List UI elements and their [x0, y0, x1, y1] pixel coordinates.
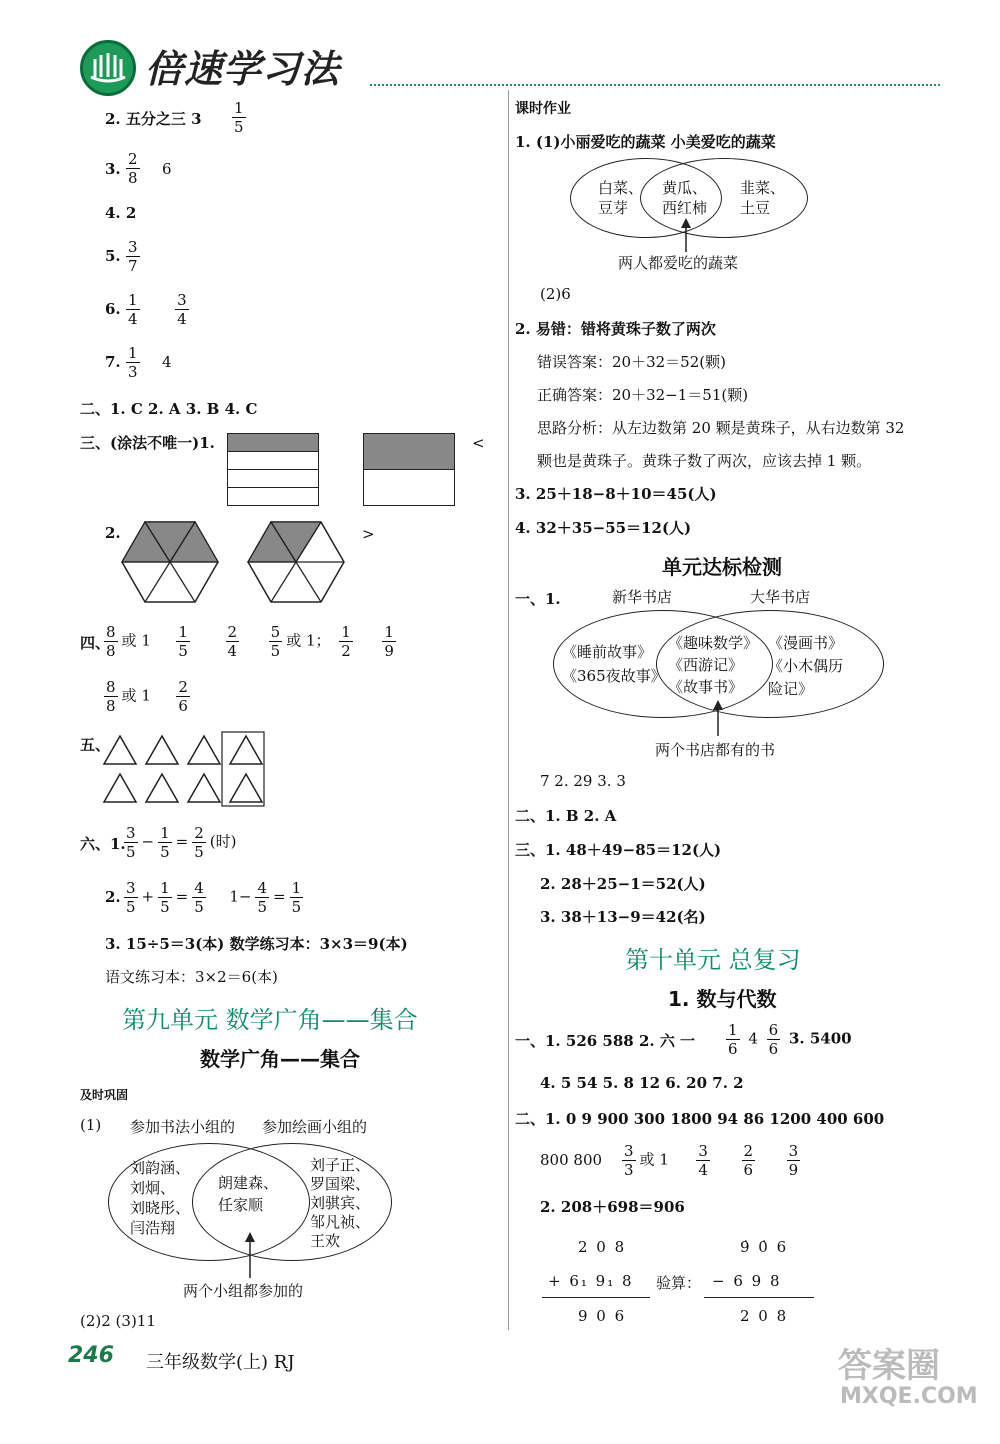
- calc1-top: 2 0 8: [578, 1238, 627, 1256]
- left-section6-label: 六、1.: [80, 835, 126, 853]
- venn2-right-items: 韭菜、 土豆: [740, 179, 786, 217]
- left-q3-after: 6: [162, 160, 172, 178]
- left-section6-eq2: $\frac{3}{5}$ + $\frac{1}{5}$ = $\frac{4}{5}$ 1− $\frac{4}{5}$ = $\frac{1}{5}$: [126, 879, 302, 916]
- review-q1a-fracs: $\frac{1}{6}$ 4 $\frac{6}{6}$ 3. 5400: [728, 1021, 852, 1058]
- venn1-right-title: 参加绘画小组的: [262, 1118, 368, 1136]
- triangles-figure: [100, 730, 270, 810]
- test-q1b: 7 2. 29 3. 3: [540, 772, 626, 790]
- right-q1: 1. (1)小丽爱吃的蔬菜 小美爱吃的蔬菜: [515, 133, 776, 151]
- left-q5-label: 5.: [105, 247, 121, 265]
- book-logo-icon: [80, 40, 136, 96]
- test-q3-1: 三、1. 48＋49−85＝12(人): [515, 841, 722, 859]
- left-section4-label: 四、: [80, 634, 111, 652]
- venn1-mid-names: 朗建森、 任家顺: [218, 1174, 279, 1214]
- test-q3-3: 3. 38＋13−9＝42(名): [540, 908, 706, 926]
- review-q1a: 一、1. 526 588 2. 六 一: [515, 1032, 696, 1050]
- calc2-bottom: 2 0 8: [740, 1307, 789, 1325]
- calc1-mid: + 6₁ 9₁ 8: [548, 1272, 634, 1290]
- venn1-q: (1): [80, 1116, 102, 1134]
- right-q2-right: 正确答案：20＋32−1＝51(颗): [537, 386, 749, 404]
- unit-test-title: 单元达标检测: [662, 555, 782, 579]
- venn1-right-names: 刘子正、 罗国梁、 刘骐宾、 邹凡祯、 王欢: [310, 1156, 371, 1250]
- right-q2: 2. 易错：错将黄珠子数了两次: [515, 320, 716, 338]
- left-q4: 4. 2: [105, 204, 137, 222]
- venn2-arrow-icon: [676, 218, 696, 252]
- hexagon-figure-1: [120, 520, 220, 604]
- review-q1b: 4. 5 54 5. 8 12 6. 20 7. 2: [540, 1074, 744, 1092]
- unit9-title: 第九单元 数学广角——集合: [122, 1006, 418, 1034]
- left-s6-q2: 2.: [105, 888, 121, 906]
- venn1-left-names: 刘韵涵、 刘炯、 刘晓彤、 闫浩翔: [130, 1159, 191, 1237]
- calc1-line: [542, 1297, 650, 1298]
- review-q2b: 800 800: [540, 1151, 603, 1169]
- venn3-left-items: 《睡前故事》 《365夜故事》: [562, 643, 666, 685]
- venn3-caption: 两个书店都有的书: [655, 741, 776, 759]
- right-q2-wrong: 错误答案：20＋32＝52(颗): [537, 353, 726, 371]
- unit9-subtitle: 数学广角——集合: [200, 1047, 360, 1071]
- hexagon-figure-2: [246, 520, 346, 604]
- page-number: 246: [68, 1343, 114, 1368]
- homework-label: 课时作业: [515, 101, 571, 117]
- right-q1b: (2)6: [540, 285, 571, 303]
- unit10-subtitle: 1. 数与代数: [668, 987, 777, 1011]
- left-q6-label: 6.: [105, 300, 121, 318]
- venn1-left-title: 参加书法小组的: [130, 1118, 236, 1136]
- calc2-line: [704, 1297, 814, 1298]
- left-q3-frac: $\frac{2}{8}$: [128, 150, 138, 187]
- compare-lt: <: [472, 434, 485, 452]
- column-divider: [508, 90, 509, 1330]
- left-s6-q3b: 语文练习本：3×2＝6(本): [105, 968, 278, 986]
- left-q7-frac: $\frac{1}{3}$: [128, 344, 138, 381]
- footer-book-title: 三年级数学(上) RJ: [146, 1352, 295, 1373]
- left-q2-frac: $\frac{1}{5}$: [234, 99, 244, 136]
- calc2-top: 9̇ 0̇ 6: [740, 1238, 789, 1256]
- left-section5-label: 五、: [80, 736, 111, 754]
- compare-gt: >: [362, 525, 375, 543]
- venn2-mid-items: 黄瓜、 西红柿: [662, 179, 708, 217]
- watermark-url: MXQE.COM: [840, 1384, 978, 1409]
- venn3-right-title: 大华书店: [750, 588, 811, 606]
- left-section3: 三、(涂法不唯一)1.: [80, 434, 215, 452]
- left-q5-frac: $\frac{3}{7}$: [128, 238, 138, 275]
- left-section4-row1: $\frac{8}{8}$ 或 1 $\frac{1}{5}$ $\frac{2}{4}$ $\frac{5}{5}$ 或 1； $\frac{1}{2}$ $\frac{1}{9}$: [106, 623, 394, 660]
- venn2-left-items: 白菜、 豆芽: [598, 179, 644, 217]
- right-q3: 3. 25＋18−8＋10＝45(人): [515, 485, 717, 503]
- left-q3-label: 3.: [105, 160, 121, 178]
- venn3-left-title: 新华书店: [612, 588, 673, 606]
- right-q4: 4. 32＋35−55＝12(人): [515, 519, 692, 537]
- brand-title: 倍速学习法: [145, 47, 341, 91]
- review-q2c: 2. 208＋698＝906: [540, 1198, 685, 1216]
- review-q2b-fracs: $\frac{3}{3}$ 或 1 $\frac{3}{4}$ $\frac{2}{6}$ $\frac{3}{9}$: [624, 1142, 799, 1179]
- unit10-title: 第十单元 总复习: [625, 946, 801, 974]
- venn2-caption: 两人都爱吃的蔬菜: [618, 254, 739, 272]
- calc1-bottom: 9 0 6: [578, 1307, 627, 1325]
- left-s6-q3: 3. 15÷5＝3(本) 数学练习本：3×3＝9(本): [105, 935, 408, 953]
- test-q1: 一、1.: [515, 590, 561, 608]
- header-dotted-line: [370, 84, 940, 86]
- venn1-after: (2)2 (3)11: [80, 1312, 156, 1330]
- check-label: 验算：: [656, 1274, 702, 1292]
- left-section4-row2: $\frac{8}{8}$ 或 1 $\frac{2}{6}$: [106, 678, 188, 715]
- review-q2a: 二、1. 0 9 900 300 1800 94 86 1200 400 600: [515, 1110, 885, 1128]
- watermark-logo: 答案圈: [838, 1346, 940, 1386]
- page-header: [0, 0, 1000, 100]
- left-section2: 二、1. C 2. A 3. B 4. C: [80, 400, 258, 418]
- venn1-caption: 两个小组都参加的: [183, 1282, 304, 1300]
- right-q2-think1: 思路分析：从左边数第 20 颗是黄珠子，从右边数第 32: [537, 419, 905, 437]
- left-q6-fracs: $\frac{1}{4}$ $\frac{3}{4}$: [128, 291, 187, 328]
- left-q7-label: 7.: [105, 353, 121, 371]
- left-q2: 2. 五分之三 3: [105, 110, 202, 128]
- calc2-mid: − 6 9 8: [712, 1272, 782, 1290]
- left-q7-after: 4: [162, 353, 172, 371]
- venn3-mid-items: 《趣味数学》 《西游记》 《故事书》: [668, 634, 759, 696]
- right-q2-think2: 颗也是黄珠子。黄珠子数了两次，应该去掉 1 颗。: [537, 452, 872, 470]
- jishi-label: 及时巩固: [80, 1088, 129, 1102]
- venn3-arrow-icon: [708, 700, 728, 736]
- venn3-right-items: 《漫画书》 《小木偶历 险记》: [768, 634, 844, 698]
- left-section6-eq1: $\frac{3}{5}$ − $\frac{1}{5}$ = $\frac{2}{5}$ (时): [126, 824, 237, 861]
- test-q2: 二、1. B 2. A: [515, 807, 617, 825]
- test-q3-2: 2. 28＋25−1＝52(人): [540, 875, 706, 893]
- left-s3-q2: 2.: [105, 524, 121, 542]
- venn1-arrow-icon: [240, 1232, 260, 1278]
